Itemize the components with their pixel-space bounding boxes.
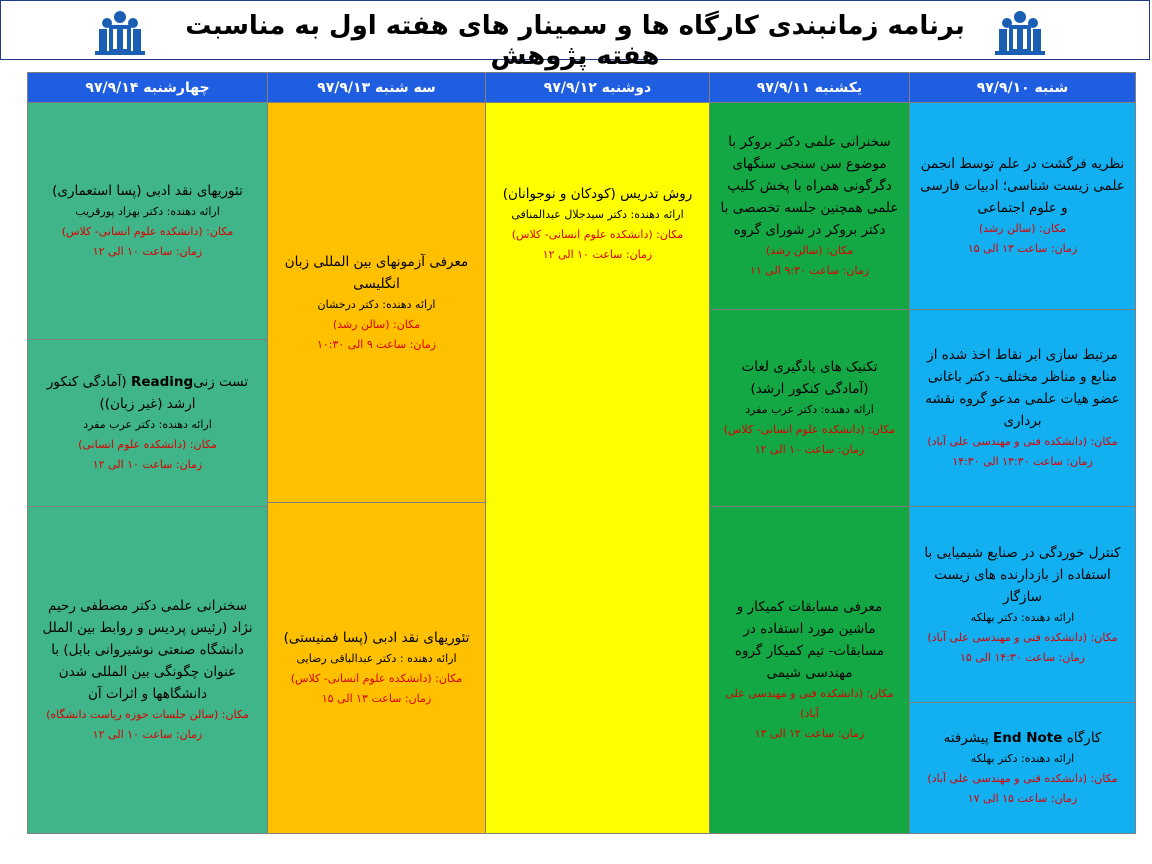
event-title: معرفی آزمونهای بین المللی زبان انگلیسی	[284, 253, 469, 292]
event-title: سخنرانی علمی دکتر مصطفی رحیم نژاد (رئیس پردیس و روابط بین الملل دانشگاه صنعتی نوشیروانی بابل) با عنوان چگونگی بین المللی شدن دانشگاهها و اثرات آن	[42, 598, 253, 702]
event-presenter: ارائه دهنده: دکتر بهزاد پورقریب	[75, 205, 220, 218]
day-header-sat: شنبه ۹۷/۹/۱۰	[910, 73, 1136, 103]
event-location: مکان: (دانشکده فنی و مهندسی علی آباد)	[927, 435, 1118, 448]
event-sat-2	[910, 310, 1136, 507]
event-location: مکان: (سالن جلسات حوزه ریاست دانشگاه)	[46, 708, 249, 721]
event-presenter: ارائه دهنده : دکتر عبدالباقی رضایی	[296, 652, 457, 665]
event-sat-3	[910, 507, 1136, 703]
event-time: زمان: ساعت ۱۳ الی ۱۵	[967, 242, 1078, 255]
event-sun-1	[710, 103, 910, 310]
event-title-latin: End Note	[993, 730, 1063, 746]
event-time: زمان: ساعت ۹ الی ۱۰:۳۰	[316, 337, 437, 351]
day-header-sun: یکشنبه ۹۷/۹/۱۱	[710, 73, 910, 103]
event-title	[36, 371, 259, 415]
event-time: زمان: ساعت ۱۰ الی ۱۲	[92, 458, 203, 471]
event-wed-2	[28, 340, 268, 507]
event-presenter: ارائه دهنده: دکتر بهلکه	[970, 610, 1075, 624]
event-time: زمان: ساعت ۱۲ الی ۱۳	[754, 727, 865, 740]
event-title: معرفی مسابقات کمیکار و ماشین مورد استفاده در مسابقات- تیم کمیکار گروه مهندسی شیمی	[734, 599, 885, 681]
event-location: مکان: (دانشکده فنی و مهندسی علی آباد)	[725, 687, 894, 720]
event-time: زمان: ساعت ۱۳:۳۰ الی ۱۴:۳۰	[952, 455, 1093, 468]
university-logo-right	[991, 7, 1049, 57]
event-title: کنترل خوردگی در صنایع شیمیایی با استفاده از بازدارنده های زیست سازگار	[924, 544, 1121, 605]
event-location: مکان: (دانشکده علوم انسانی- کلاس)	[290, 672, 463, 685]
event-title-part-a: تست زنی	[193, 374, 249, 390]
event-presenter: ارائه دهنده: دکتر سیدجلال عبدالمنافی	[511, 208, 684, 221]
event-tue-2	[268, 503, 486, 834]
event-time: زمان: ساعت ۱۰ الی ۱۲	[92, 728, 203, 741]
event-time: زمان: ساعت ۱۴:۳۰ الی ۱۵	[959, 650, 1086, 664]
event-location: مکان: (دانشکده علوم انسانی)	[78, 438, 217, 451]
event-location: مکان: (دانشکده فنی و مهندسی علی آباد)	[927, 630, 1118, 644]
event-title: تئوریهای نقد ادبی (پسا استعماری)	[52, 183, 243, 199]
event-time: زمان: ساعت ۱۰ الی ۱۲	[542, 248, 653, 261]
schedule-table	[27, 72, 1136, 834]
event-sun-2	[710, 310, 910, 507]
event-time: زمان: ساعت ۱۰ الی ۱۲	[92, 245, 203, 258]
event-title: تکنیک های یادگیری لغات (آمادگی کنکور ارشد)	[741, 359, 878, 397]
event-title: سخنرانی علمی دکتر بروکر با موضوع سن سنجی سنگهای دگرگونی همراه با پخش کلیپ علمی همچنین جلسه تخصصی با دکتر بروکر در شورای گروه	[720, 134, 899, 238]
event-location: مکان: (سالن رشد)	[332, 317, 421, 331]
header-row	[28, 73, 1136, 103]
event-sun-3	[710, 507, 910, 834]
event-presenter: ارائه دهنده: دکتر درخشان	[317, 297, 436, 311]
event-sat-1	[910, 103, 1136, 310]
event-title: روش تدریس (کودکان و نوجوانان)	[502, 186, 693, 202]
event-time: زمان: ساعت ۱۳ الی ۱۵	[321, 692, 432, 705]
event-wed-3	[28, 507, 268, 834]
event-location: مکان: (سالن رشد)	[978, 222, 1067, 235]
event-tue-1	[268, 103, 486, 503]
event-time: زمان: ساعت ۱۵ الی ۱۷	[967, 792, 1078, 805]
event-title-latin: Reading	[130, 374, 194, 390]
event-time: زمان: ساعت ۱۰ الی ۱۲	[754, 443, 865, 456]
event-presenter: ارائه دهنده: دکتر عرب مفرد	[83, 418, 212, 431]
event-time: زمان: ساعت ۹:۳۰ الی ۱۱	[749, 264, 870, 277]
event-location: مکان: (دانشکده علوم انسانی- کلاس)	[723, 423, 896, 436]
event-location: مکان: (دانشکده فنی و مهندسی علی آباد)	[927, 772, 1118, 785]
university-logo-left	[91, 7, 149, 57]
event-title: نظریه فرگشت در علم توسط انجمن علمی زیست شناسی؛ ادبیات فارسی و علوم اجتماعی	[920, 156, 1125, 216]
page-title: برنامه زمانبندی کارگاه ها و سمینار های هفته اول به مناسبت هفته پژوهش	[185, 11, 965, 71]
event-presenter: ارائه دهنده: دکتر عرب مفرد	[745, 403, 874, 416]
event-location: مکان: (دانشکده علوم انسانی- کلاس)	[511, 228, 684, 241]
event-location: مکان: (سالن رشد)	[765, 244, 854, 257]
event-title: مرتبط سازی ابر نقاط اخذ شده از منابع و مناظر مختلف- دکتر باغانی عضو هیات علمی مدعو گروه نقشه برداری	[925, 347, 1120, 429]
event-title: تئوریهای نقد ادبی (پسا فمنیستی)	[283, 630, 470, 646]
event-title-part-b: پیشرفته	[943, 730, 989, 746]
event-title-part-b: (آمادگی کنکور ارشد (غیر زبان))	[46, 374, 196, 412]
event-location: مکان: (دانشکده علوم انسانی- کلاس)	[61, 225, 234, 238]
day-header-tue: سه شنبه ۹۷/۹/۱۳	[268, 73, 486, 103]
event-wed-1	[28, 103, 268, 340]
day-header-wed: چهارشنبه ۹۷/۹/۱۴	[28, 73, 268, 103]
day-header-mon: دوشنبه ۹۷/۹/۱۲	[486, 73, 710, 103]
event-mon-1	[486, 103, 710, 834]
title-bar	[0, 0, 1150, 71]
event-title-part-a: کارگاه	[1066, 730, 1102, 746]
event-title	[918, 727, 1127, 749]
event-presenter: ارائه دهنده: دکتر بهلکه	[970, 752, 1075, 765]
event-sat-4	[910, 703, 1136, 834]
